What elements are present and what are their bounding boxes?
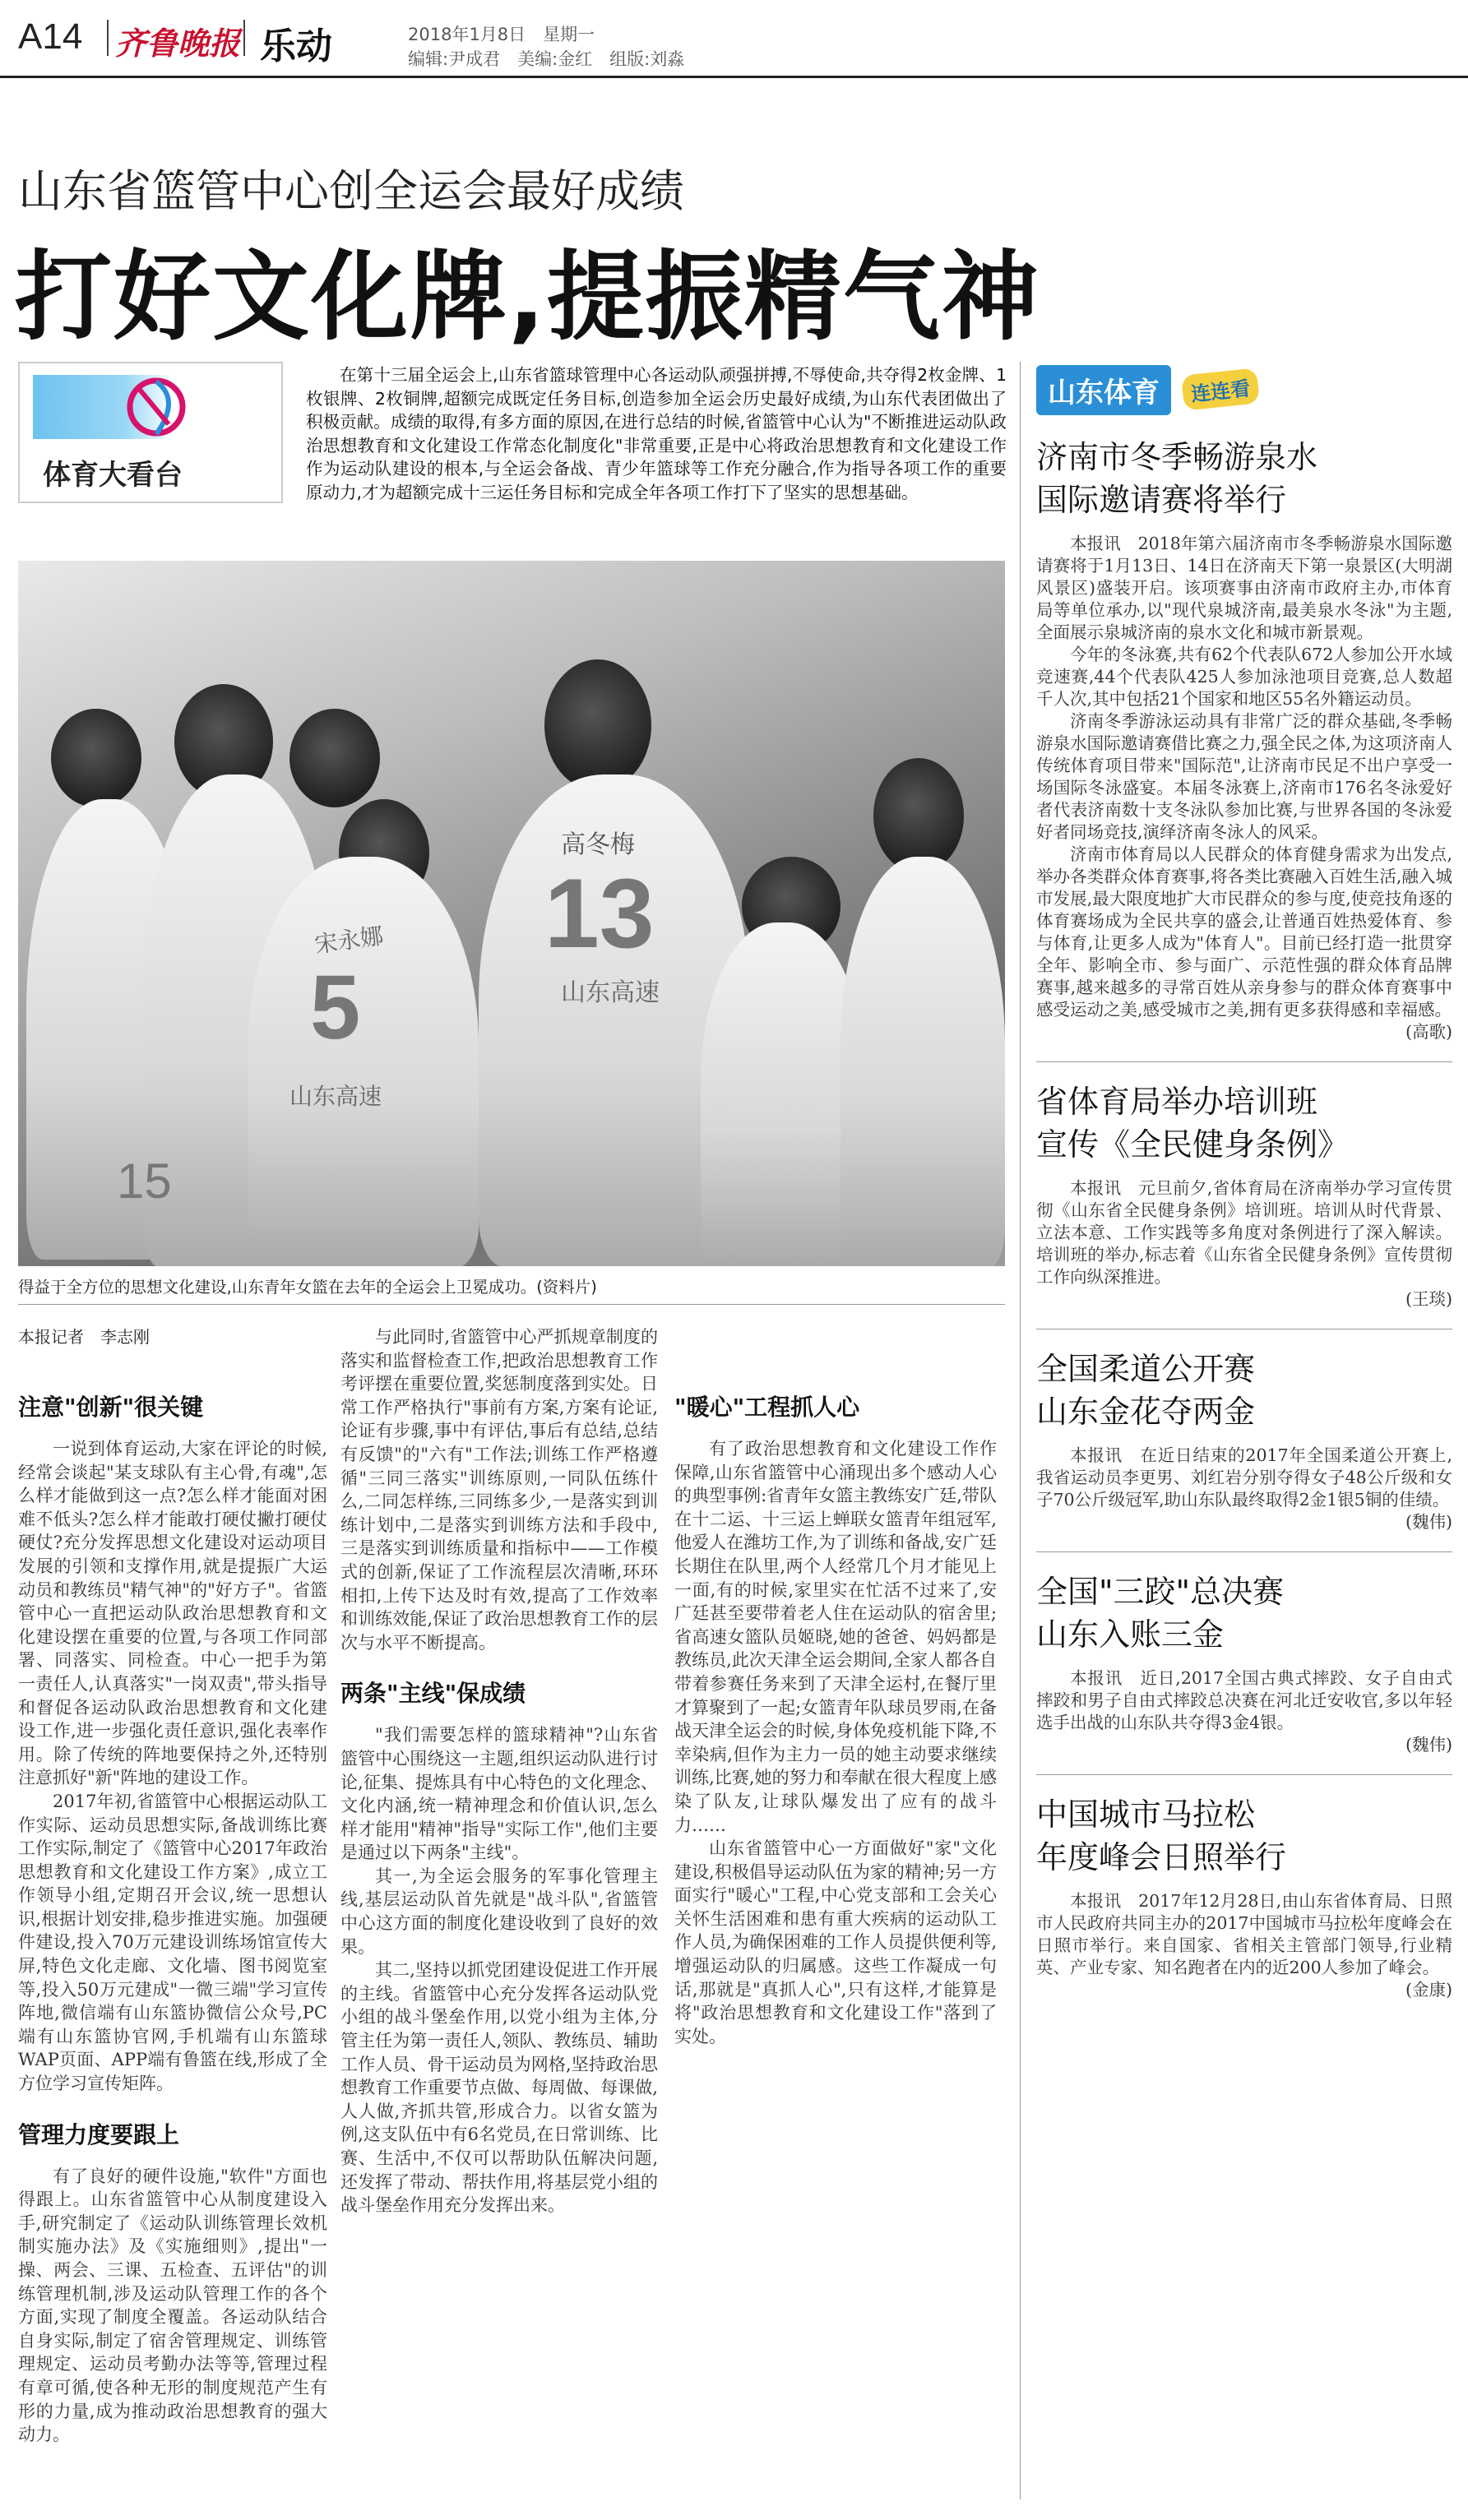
sidebar-badge-tag: 连连看 [1181,368,1260,410]
paragraph: 本报讯 2018年第六届济南市冬季畅游泉水国际邀请赛将于1月13日、14日在济南天下第一泉景区(大明湖风景区)盛装开启。该项赛事由济南市政府主办,市体育局等单位承办,以"现代泉城济南,最美泉水冬泳"为主题,全面展示泉城济南的泉水文化和城市新景观。 [1036,534,1452,642]
sidebar-story-title: 济南市冬季畅游泉水 [1036,439,1318,475]
jersey-number: 13 [544,858,655,969]
paragraph: 本报讯 元旦前夕,省体育局在济南举办学习宣传贯彻《山东省全民健身条例》培训班。培训从时代背景、立法本意、工作实践等多角度对条例进行了深入解读。培训班的举办,标志着《山东省全民健身条例》宣传贯彻工作向纵深推进。 [1036,1178,1452,1287]
author: (魏伟) [1405,1512,1452,1532]
badge-graphic [33,375,266,439]
byline: 本报记者 李志刚 [18,1327,150,1347]
section-heading: 两条"主线"保成绩 [340,1680,526,1708]
paragraph: 济南市体育局以人民群众的体育健身需求为出发点,举办各类群众体育赛事,将各类比赛融入百姓生活,融入城市发展,最大限度地扩大市民群众的参与度,使竞技角逐的体育赛场成为全民共享的盛会,让普通百姓热爱体育、参与体育,让更多人成为"体育人"。目前已经打造一批贯穿全年、影响全市、参与面广、示范性强的群众体育品牌赛事,越来越多的寻常百姓从亲身参与的群众体育赛事中感受运动之美,感受城市之美,拥有更多获得感和幸福感。 [1036,844,1452,1020]
photo-figure [51,709,141,807]
sidebar-story-title: 国际邀请赛将举行 [1036,482,1287,518]
col3 [674,1389,997,2048]
jersey-sponsor: 山东高速 [289,1083,382,1110]
author: (金康) [1405,1980,1452,2000]
author: (魏伟) [1405,1735,1452,1755]
sidebar-story-title: 年度峰会日照举行 [1036,1839,1287,1875]
sidebar-story [1036,1348,1452,1533]
sidebar-story [1036,1570,1452,1756]
sidebar-badge [1036,362,1283,414]
badge-label: 体育大看台 [43,459,183,492]
lead-title: 打好文化牌,提振精气神 [15,240,1040,354]
sidebar-story [1036,436,1452,1043]
jersey-number: 5 [310,957,361,1058]
sidebar [1036,362,1452,2001]
sidebar-divider [1020,362,1021,2499]
staff-line: 编辑:尹成君 美编:金红 组版:刘淼 [408,49,685,69]
photo-figure [873,758,964,873]
sidebar-story-title: 全国柔道公开赛 [1036,1351,1256,1387]
jersey-name: 高冬梅 [561,830,635,859]
col2 [340,1325,658,2217]
paragraph: 其二,坚持以抓党团建设促进工作开展的主线。省篮管中心充分发挥各运动队党小组的战斗堡垒作用,以党小组为主体,分管主任为第一责任人,领队、教练员、辅助工作人员、骨干运动员为网格,坚持政治思想教育工作重要节点做、每周做、每课做,人人做,齐抓共管,形成合力。以省女篮为例,这支队伍中有6名党员,在日常训练、比赛、生活中,不仅可以帮助队伍解决问题,还发挥了带动、帮扶作用,将基层党小组的战斗堡垒作用充分发挥出来。 [340,1960,658,2216]
paragraph: 其一,为全运会服务的军事化管理主线,基层运动队首先就是"战斗队",省篮管中心这方面的制度化建设收到了良好的效果。 [340,1866,658,1957]
section-heading: "暖心"工程抓人心 [674,1394,860,1421]
paper-logo: 齐鲁晚报 [115,25,241,62]
photo-figure [248,857,479,1266]
paragraph: 山东省篮管中心一方面做好"家"文化建设,积极倡导运动队伍为家的精神;另一方面实行"暖心"工程,中心党支部和工会关心关怀生活困难和患有重大疾病的运动队工作人员,为确保困难的工作人员提供便利等,增强运动队的归属感。这些工作凝成一句话,那就是"真抓人心",只有这样,才能算是将"政治思想教育和文化建设工作"落到了实处。 [674,1838,997,2046]
section-heading: 管理力度要跟上 [18,2120,180,2148]
photo-figure [544,659,651,791]
badge-box [18,362,283,503]
sidebar-rule [1036,1551,1452,1552]
paragraph: 本报讯 近日,2017全国古典式摔跤、女子自由式摔跤和男子自由式摔跤总决赛在河北迁安收官,多以年轻选手出战的山东队共夺得3金4银。 [1036,1668,1452,1732]
jersey-name: 宋永娜 [313,922,386,959]
paragraph: "我们需要怎样的篮球精神"?山东省篮管中心围绕这一主题,组织运动队进行讨论,征集、提炼具有中心特色的文化理念、文化内涵,统一精神理念和价值认识,怎么样才能用"精神"指导"实际工作",他们主要是通过以下两条"主线"。 [340,1725,658,1863]
sidebar-story-title: 山东金花夺两金 [1036,1394,1256,1430]
paragraph: 与此同时,省篮管中心严抓规章制度的落实和监督检查工作,把政治思想教育工作考评摆在重要位置,奖惩制度落到实处。日常工作严格执行"事前有方案,方案有论证,论证有步骤,事中有评估,事后有总结,总结有反馈"的"六有"工作法;训练工作严格遵循"三同三落实"训练原则,一同队伍练什么,二同怎样练,三同练多少,一是落实到训练计划中,二是落实到训练方法和手段中,三是落实到训练质量和指标中——工作模式的创新,保证了工作流程层次清晰,环环相扣,上传下达及时有效,提高了工作效率和训练效能,保证了政治思想教育工作的层次与水平不断提高。 [340,1327,658,1653]
date-line: 2018年1月8日 星期一 [408,25,595,44]
masthead-rule [0,76,1468,78]
jersey-number: 15 [117,1154,172,1209]
logo-icon [33,375,266,439]
paragraph: 有了政治思想教育和文化建设工作作保障,山东省篮管中心涌现出多个感动人心的典型事例:省青年女篮主教练安广廷,带队在十二运、十三运上蝉联女篮青年组冠军,他爱人在潍坊工作,为了训练和备战,安广廷长期住在队里,两个人经常几个月才能见上一面,有的时候,家里实在忙活不过来了,安广廷甚至要带着老人住在运动队的宿舍里;省高速女篮队员姬晓,她的爸爸、妈妈都是教练员,此次天津全运会期间,全家人都各自带着参赛任务来到了天津全运村,在餐厅里才算聚到了一起;女篮青年队球员罗雨,在备战天津全运会的时候,身体免疫机能下降,不幸染病,但作为主力一员的她主动要求继续训练,比赛,她的努力和奉献在很大程度上感染了队友,让球队爆发出了应有的战斗力…… [674,1439,997,1835]
divider [107,20,109,56]
sidebar-story-title: 中国城市马拉松 [1036,1796,1256,1833]
col1 [18,1389,327,2447]
page-number: A14 [18,16,83,57]
paragraph: 2017年初,省篮管中心根据运动队工作实际、运动员思想实际,备战训练比赛工作实际,制定了《篮管中心2017年政治思想教育和文化建设工作方案》,成立工作领导小组,定期召开会议,统一思想认识,根据计划安排,稳步推进实施。加强硬件建设,投入70万元建设训练场馆宣传大屏,特色文化走廊、文化墙、图书阅览室等,投入50万元建成"一微三端"学习宣传阵地,微信端有山东篮协微信公众号,PC端有山东篮协官网,手机端有山东篮球WAP页面、APP端有鲁篮在线,形成了全方位学习宣传矩阵。 [18,1791,327,2094]
photo-figure [289,709,380,807]
sidebar-story-title: 全国"三跤"总决赛 [1036,1574,1284,1610]
photo-caption: 得益于全方位的思想文化建设,山东青年女篮在去年的全运会上卫冕成功。(资料片) [18,1278,597,1297]
paragraph: 本报讯 2017年12月28日,由山东省体育局、日照市人民政府共同主办的2017中国城市马拉松年度峰会在日照市举行。来自国家、省相关主管部门领导,行业精英、产业专家、知名跑者在内的近200人参加了峰会。 [1036,1891,1452,1977]
paragraph: 有了良好的硬件设施,"软件"方面也得跟上。山东省篮管中心从制度建设入手,研究制定了《运动队训练管理长效机制实施办法》及《实施细则》,提出"一操、两会、三课、五检查、五评估"的训练管理机制,涉及运动队管理工作的各个方面,实现了制度全覆盖。各运动队结合自身实际,制定了宿舍管理规定、训练管理规定、运动员考勤办法等等,管理过程有章可循,使各种无形的制度规范产生有形的力量,成为推动政治思想教育的强大动力。 [18,2166,327,2445]
sidebar-story-title: 山东入账三金 [1036,1616,1225,1653]
paragraph: 济南冬季游泳运动具有非常广泛的群众基础,冬季畅游泉水国际邀请赛借比赛之力,强全民之体,为这项济南人传统体育项目带来"国际范",让济南市民足不出户享受一场国际冬泳盛宴。本届冬泳赛上,济南市176名冬泳爱好者代表济南数十支冬泳队参加比赛,与世界各国的冬泳爱好者同场竞技,演绎济南冬泳人的风采。 [1036,711,1452,842]
jersey-sponsor: 山东高速 [561,978,660,1007]
sidebar-rule [1036,1774,1452,1775]
paragraph: 本报讯 在近日结束的2017年全国柔道公开赛上,我省运动员李更男、刘红岩分别夺得女子48公斤级和女子70公斤级冠军,助山东队最终取得2金1银5铜的佳绩。 [1036,1445,1452,1510]
sidebar-story-title: 宣传《全民健身条例》 [1036,1126,1350,1163]
sidebar-story [1036,1080,1452,1311]
caption-rule [18,1304,1005,1305]
masthead [0,0,1468,74]
sidebar-story-title: 省体育局举办培训班 [1036,1084,1318,1120]
paragraph: 今年的冬泳赛,共有62个代表队672人参加公开水域竞速赛,44个代表队425人参加泳池项目竞赛,总人数超千人次,其中包括21个国家和地区55名外籍运动员。 [1036,645,1452,709]
sidebar-rule [1036,1061,1452,1062]
divider [243,20,245,56]
section-name: 乐动 [260,25,332,67]
photo-figure [841,857,1005,1266]
lead-subtitle: 山东省篮管中心创全运会最好成绩 [18,165,684,217]
lead-photo [18,561,1005,1266]
author: (王琰) [1405,1289,1452,1309]
sidebar-story [1036,1793,1452,2001]
author: (高歌) [1405,1022,1452,1042]
sidebar-badge-main: 山东体育 [1036,365,1171,415]
section-heading: 注意"创新"很关键 [18,1394,204,1421]
intro-paragraph: 在第十三届全运会上,山东省篮球管理中心各运动队顽强拼搏,不辱使命,共夺得2枚金牌、1枚银牌、2枚铜牌,超额完成既定任务目标,创造参加全运会历史最好成绩,为山东代表团做出了积极贡献。成绩的取得,有多方面的原因,在进行总结的时候,省篮管中心认为"不断推进运动队政治思想教育和文化建设工作常态化制度化"非常重要,正是中心将政治思想教育和文化建设工作作为运动队建设的根本,与全运会备战、青少年篮球等工作充分融合,作为指导各项工作的重要原动力,才为超额完成十三运任务目标和完成全年各项工作打下了坚实的思想基础。 [306,365,1007,502]
lead-intro [306,363,1007,504]
paragraph: 一说到体育运动,大家在评论的时候,经常会谈起"某支球队有主心骨,有魂",怎么样才能做到这一点?怎么样才能面对困难不低头?怎么样才能敢打硬仗撇打硬仗硬仗?充分发挥思想文化建设对运动项目发展的引领和支撑作用,就是提振广大运动员和教练员"精气神"的"好方子"。省篮管中心一直把运动队政治思想教育和文化建设摆在重要的位置,与各项工作同部署、同落实、同检查。中心一把手为第一责任人,认真落实"一岗双责",带头指导和督促各运动队政治思想教育和文化建设工作,进一步强化责任意识,强化表率作用。除了传统的阵地要保持之外,还特别注意抓好"新"阵地的建设工作。 [18,1439,327,1788]
